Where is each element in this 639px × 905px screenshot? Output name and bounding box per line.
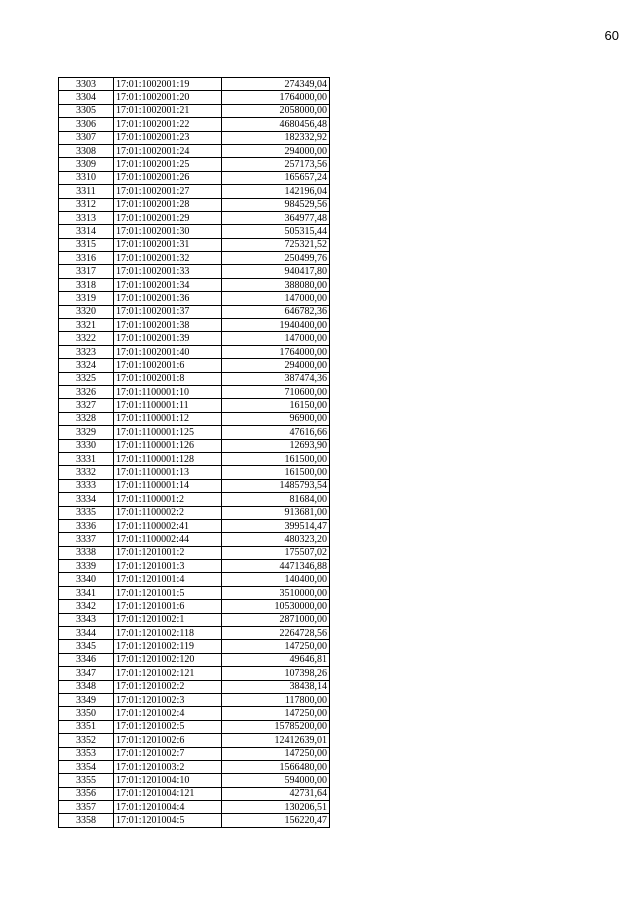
page-number: 60 (604, 28, 619, 43)
cadastral-number-cell: 17:01:1100001:2 (114, 493, 222, 506)
cadastral-number-cell: 17:01:1002001:30 (114, 225, 222, 238)
row-number-cell: 3320 (59, 305, 114, 318)
cadastral-value-cell: 16150,00 (222, 399, 330, 412)
cadastral-value-cell: 364977,48 (222, 211, 330, 224)
table-row (59, 493, 330, 506)
cadastral-value-cell: 480323,20 (222, 533, 330, 546)
row-number-cell: 3334 (59, 493, 114, 506)
table-row (59, 91, 330, 104)
table-row (59, 760, 330, 773)
row-number-cell: 3304 (59, 91, 114, 104)
table-row (59, 345, 330, 358)
cadastral-value-cell: 257173,56 (222, 158, 330, 171)
cadastral-number-cell: 17:01:1002001:37 (114, 305, 222, 318)
cadastral-value-cell: 12412639,01 (222, 734, 330, 747)
table-row (59, 734, 330, 747)
cadastral-number-cell: 17:01:1100001:13 (114, 466, 222, 479)
row-number-cell: 3315 (59, 238, 114, 251)
cadastral-value-cell: 96900,00 (222, 412, 330, 425)
table-row (59, 292, 330, 305)
cadastral-value-cell: 1764000,00 (222, 91, 330, 104)
row-number-cell: 3321 (59, 319, 114, 332)
table-row (59, 185, 330, 198)
row-number-cell: 3332 (59, 466, 114, 479)
table-row (59, 372, 330, 385)
table-row (59, 412, 330, 425)
cadastral-value-cell: 147000,00 (222, 332, 330, 345)
cadastral-number-cell: 17:01:1002001:24 (114, 144, 222, 157)
row-number-cell: 3333 (59, 479, 114, 492)
cadastral-value-cell: 388080,00 (222, 278, 330, 291)
cadastral-value-cell: 161500,00 (222, 466, 330, 479)
table-row (59, 680, 330, 693)
cadastral-value-cell: 182332,92 (222, 131, 330, 144)
cadastral-value-cell: 294000,00 (222, 359, 330, 372)
cadastral-number-cell: 17:01:1002001:22 (114, 118, 222, 131)
cadastral-value-cell: 10530000,00 (222, 600, 330, 613)
table-row (59, 252, 330, 265)
row-number-cell: 3314 (59, 225, 114, 238)
cadastral-number-cell: 17:01:1002001:38 (114, 319, 222, 332)
row-number-cell: 3327 (59, 399, 114, 412)
cadastral-number-cell: 17:01:1201001:5 (114, 586, 222, 599)
table-row (59, 519, 330, 532)
cadastral-value-cell: 130206,51 (222, 801, 330, 814)
cadastral-value-cell: 1940400,00 (222, 319, 330, 332)
row-number-cell: 3345 (59, 640, 114, 653)
cadastral-number-cell: 17:01:1201001:3 (114, 560, 222, 573)
cadastral-value-cell: 1566480,00 (222, 760, 330, 773)
row-number-cell: 3335 (59, 506, 114, 519)
table-row (59, 533, 330, 546)
row-number-cell: 3317 (59, 265, 114, 278)
cadastral-number-cell: 17:01:1002001:32 (114, 252, 222, 265)
row-number-cell: 3351 (59, 720, 114, 733)
row-number-cell: 3355 (59, 774, 114, 787)
row-number-cell: 3356 (59, 787, 114, 800)
table-row (59, 667, 330, 680)
row-number-cell: 3339 (59, 560, 114, 573)
table-row (59, 720, 330, 733)
table-row (59, 774, 330, 787)
cadastral-value-cell: 140400,00 (222, 573, 330, 586)
table-row (59, 385, 330, 398)
table-row (59, 586, 330, 599)
cadastral-value-cell: 940417,80 (222, 265, 330, 278)
table-row (59, 104, 330, 117)
table-row (59, 573, 330, 586)
cadastral-number-cell: 17:01:1002001:21 (114, 104, 222, 117)
table-row (59, 452, 330, 465)
table-row (59, 198, 330, 211)
row-number-cell: 3348 (59, 680, 114, 693)
row-number-cell: 3346 (59, 653, 114, 666)
table-row (59, 479, 330, 492)
row-number-cell: 3309 (59, 158, 114, 171)
table-row (59, 118, 330, 131)
table-body (59, 78, 330, 828)
cadastral-value-cell: 2264728,56 (222, 627, 330, 640)
row-number-cell: 3303 (59, 78, 114, 91)
cadastral-number-cell: 17:01:1100001:11 (114, 399, 222, 412)
cadastral-number-cell: 17:01:1002001:6 (114, 359, 222, 372)
cadastral-number-cell: 17:01:1002001:29 (114, 211, 222, 224)
table-row (59, 319, 330, 332)
table-row (59, 801, 330, 814)
cadastral-value-cell: 294000,00 (222, 144, 330, 157)
cadastral-number-cell: 17:01:1002001:23 (114, 131, 222, 144)
cadastral-value-cell: 107398,26 (222, 667, 330, 680)
row-number-cell: 3342 (59, 600, 114, 613)
cadastral-value-cell: 165657,24 (222, 171, 330, 184)
table-row (59, 814, 330, 827)
row-number-cell: 3325 (59, 372, 114, 385)
table-row (59, 399, 330, 412)
cadastral-value-cell: 175507,02 (222, 546, 330, 559)
table-row (59, 225, 330, 238)
cadastral-value-cell: 42731,64 (222, 787, 330, 800)
row-number-cell: 3326 (59, 385, 114, 398)
cadastral-number-cell: 17:01:1201002:7 (114, 747, 222, 760)
row-number-cell: 3341 (59, 586, 114, 599)
cadastral-value-cell: 147250,00 (222, 707, 330, 720)
cadastral-number-cell: 17:01:1201004:10 (114, 774, 222, 787)
cadastral-value-cell: 117800,00 (222, 693, 330, 706)
cadastral-number-cell: 17:01:1201002:3 (114, 693, 222, 706)
table-row (59, 506, 330, 519)
cadastral-number-cell: 17:01:1002001:25 (114, 158, 222, 171)
table-row (59, 426, 330, 439)
row-number-cell: 3311 (59, 185, 114, 198)
row-number-cell: 3353 (59, 747, 114, 760)
table-row (59, 265, 330, 278)
cadastral-value-cell: 913681,00 (222, 506, 330, 519)
cadastral-number-cell: 17:01:1201001:2 (114, 546, 222, 559)
table-row (59, 653, 330, 666)
table-row (59, 144, 330, 157)
row-number-cell: 3336 (59, 519, 114, 532)
table-row (59, 332, 330, 345)
cadastral-number-cell: 17:01:1002001:36 (114, 292, 222, 305)
table-row (59, 158, 330, 171)
row-number-cell: 3322 (59, 332, 114, 345)
table-row (59, 627, 330, 640)
cadastral-number-cell: 17:01:1100002:44 (114, 533, 222, 546)
cadastral-number-cell: 17:01:1002001:34 (114, 278, 222, 291)
cadastral-number-cell: 17:01:1002001:28 (114, 198, 222, 211)
cadastral-number-cell: 17:01:1201002:121 (114, 667, 222, 680)
cadastral-value-cell: 142196,04 (222, 185, 330, 198)
cadastral-number-cell: 17:01:1201002:2 (114, 680, 222, 693)
cadastral-number-cell: 17:01:1002001:33 (114, 265, 222, 278)
cadastral-number-cell: 17:01:1201002:4 (114, 707, 222, 720)
cadastral-number-cell: 17:01:1201004:4 (114, 801, 222, 814)
table-row (59, 600, 330, 613)
row-number-cell: 3324 (59, 359, 114, 372)
cadastral-value-table (58, 77, 330, 828)
cadastral-value-cell: 710600,00 (222, 385, 330, 398)
table-row (59, 747, 330, 760)
cadastral-number-cell: 17:01:1201002:120 (114, 653, 222, 666)
table-row (59, 787, 330, 800)
row-number-cell: 3328 (59, 412, 114, 425)
table-row (59, 560, 330, 573)
cadastral-number-cell: 17:01:1002001:19 (114, 78, 222, 91)
table-row (59, 171, 330, 184)
row-number-cell: 3340 (59, 573, 114, 586)
cadastral-number-cell: 17:01:1201003:2 (114, 760, 222, 773)
cadastral-value-cell: 4471346,88 (222, 560, 330, 573)
row-number-cell: 3310 (59, 171, 114, 184)
cadastral-number-cell: 17:01:1002001:20 (114, 91, 222, 104)
row-number-cell: 3344 (59, 627, 114, 640)
cadastral-value-cell: 387474,36 (222, 372, 330, 385)
cadastral-value-cell: 399514,47 (222, 519, 330, 532)
cadastral-value-cell: 12693,90 (222, 439, 330, 452)
row-number-cell: 3330 (59, 439, 114, 452)
table-row (59, 546, 330, 559)
cadastral-number-cell: 17:01:1100002:2 (114, 506, 222, 519)
row-number-cell: 3306 (59, 118, 114, 131)
cadastral-value-cell: 3510000,00 (222, 586, 330, 599)
cadastral-number-cell: 17:01:1100001:128 (114, 452, 222, 465)
cadastral-value-cell: 15785200,00 (222, 720, 330, 733)
cadastral-number-cell: 17:01:1201002:6 (114, 734, 222, 747)
cadastral-value-cell: 1764000,00 (222, 345, 330, 358)
cadastral-number-cell: 17:01:1002001:27 (114, 185, 222, 198)
table-row (59, 211, 330, 224)
row-number-cell: 3331 (59, 452, 114, 465)
cadastral-number-cell: 17:01:1100001:12 (114, 412, 222, 425)
row-number-cell: 3305 (59, 104, 114, 117)
row-number-cell: 3337 (59, 533, 114, 546)
row-number-cell: 3329 (59, 426, 114, 439)
cadastral-value-cell: 147250,00 (222, 640, 330, 653)
row-number-cell: 3316 (59, 252, 114, 265)
row-number-cell: 3352 (59, 734, 114, 747)
row-number-cell: 3343 (59, 613, 114, 626)
cadastral-value-cell: 147000,00 (222, 292, 330, 305)
cadastral-number-cell: 17:01:1100001:10 (114, 385, 222, 398)
cadastral-value-cell: 38438,14 (222, 680, 330, 693)
row-number-cell: 3347 (59, 667, 114, 680)
row-number-cell: 3307 (59, 131, 114, 144)
cadastral-number-cell: 17:01:1100001:14 (114, 479, 222, 492)
row-number-cell: 3313 (59, 211, 114, 224)
cadastral-value-cell: 4680456,48 (222, 118, 330, 131)
row-number-cell: 3350 (59, 707, 114, 720)
table-row (59, 278, 330, 291)
cadastral-number-cell: 17:01:1002001:26 (114, 171, 222, 184)
row-number-cell: 3357 (59, 801, 114, 814)
row-number-cell: 3354 (59, 760, 114, 773)
cadastral-value-cell: 2871000,00 (222, 613, 330, 626)
cadastral-number-cell: 17:01:1100001:126 (114, 439, 222, 452)
row-number-cell: 3319 (59, 292, 114, 305)
cadastral-number-cell: 17:01:1201004:5 (114, 814, 222, 827)
cadastral-number-cell: 17:01:1201002:5 (114, 720, 222, 733)
table-row (59, 707, 330, 720)
table-row (59, 613, 330, 626)
cadastral-number-cell: 17:01:1002001:39 (114, 332, 222, 345)
cadastral-value-cell: 1485793,54 (222, 479, 330, 492)
row-number-cell: 3338 (59, 546, 114, 559)
row-number-cell: 3308 (59, 144, 114, 157)
table-row (59, 78, 330, 91)
row-number-cell: 3323 (59, 345, 114, 358)
table-row (59, 305, 330, 318)
cadastral-value-cell: 147250,00 (222, 747, 330, 760)
cadastral-value-cell: 2058000,00 (222, 104, 330, 117)
row-number-cell: 3318 (59, 278, 114, 291)
cadastral-value-cell: 49646,81 (222, 653, 330, 666)
cadastral-number-cell: 17:01:1201001:6 (114, 600, 222, 613)
cadastral-value-cell: 274349,04 (222, 78, 330, 91)
cadastral-number-cell: 17:01:1201002:1 (114, 613, 222, 626)
row-number-cell: 3349 (59, 693, 114, 706)
cadastral-number-cell: 17:01:1002001:31 (114, 238, 222, 251)
cadastral-number-cell: 17:01:1201004:121 (114, 787, 222, 800)
table-row (59, 238, 330, 251)
row-number-cell: 3312 (59, 198, 114, 211)
table-row (59, 131, 330, 144)
row-number-cell: 3358 (59, 814, 114, 827)
cadastral-value-cell: 984529,56 (222, 198, 330, 211)
table-row (59, 693, 330, 706)
cadastral-number-cell: 17:01:1002001:40 (114, 345, 222, 358)
cadastral-value-cell: 156220,47 (222, 814, 330, 827)
cadastral-value-cell: 505315,44 (222, 225, 330, 238)
cadastral-value-cell: 594000,00 (222, 774, 330, 787)
cadastral-number-cell: 17:01:1100002:41 (114, 519, 222, 532)
cadastral-value-cell: 161500,00 (222, 452, 330, 465)
table-row (59, 466, 330, 479)
table-row (59, 640, 330, 653)
cadastral-value-cell: 646782,36 (222, 305, 330, 318)
cadastral-number-cell: 17:01:1100001:125 (114, 426, 222, 439)
cadastral-value-cell: 81684,00 (222, 493, 330, 506)
cadastral-number-cell: 17:01:1201002:119 (114, 640, 222, 653)
cadastral-value-cell: 47616,66 (222, 426, 330, 439)
cadastral-value-cell: 250499,76 (222, 252, 330, 265)
cadastral-number-cell: 17:01:1201002:118 (114, 627, 222, 640)
table-row (59, 359, 330, 372)
cadastral-value-cell: 725321,52 (222, 238, 330, 251)
table-row (59, 439, 330, 452)
cadastral-number-cell: 17:01:1201001:4 (114, 573, 222, 586)
cadastral-number-cell: 17:01:1002001:8 (114, 372, 222, 385)
